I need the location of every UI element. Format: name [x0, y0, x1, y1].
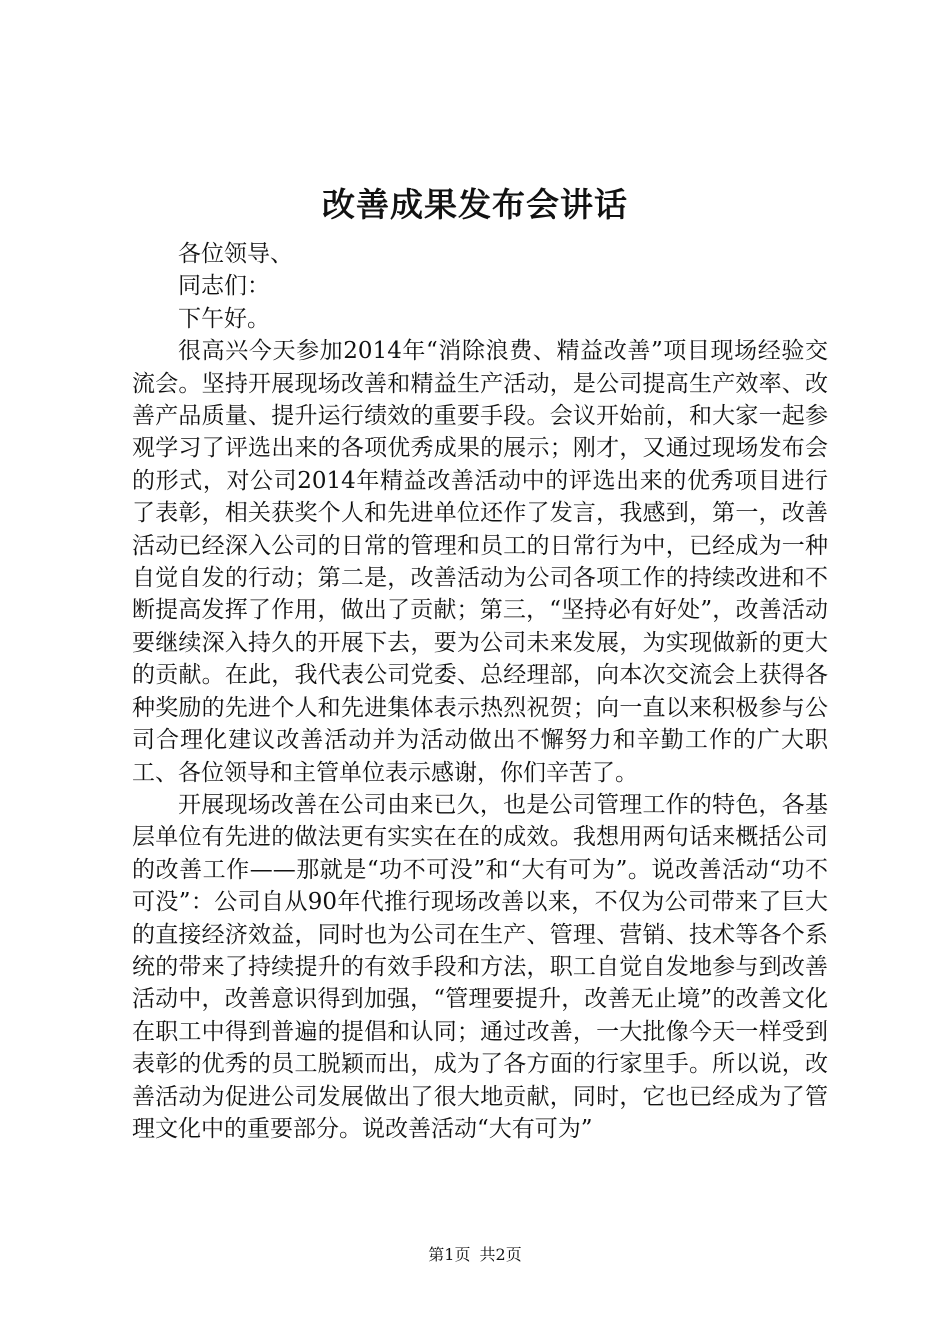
- body-paragraph: 开展现场改善在公司由来已久，也是公司管理工作的特色，各基层单位有先进的做法更有实实在在的成效。我想用两句话来概括公司的改善工作——那就是“功不可没”和“大有可为”。说改善活动“功不可没”：公司自从90年代推行现场改善以来，不仅为公司带来了巨大的直接经济效益，同时也为公司在生产、管理、营销、技术等各个系统的带来了持续提升的有效手段和方法，职工自觉自发地参与到改善活动中，改善意识得到加强，“管理要提升，改善无止境”的改善文化在职工中得到普遍的提倡和认同；通过改善，一大批像今天一样受到表彰的优秀的员工脱颖而出，成为了各方面的行家里手。所以说，改善活动为促进公司发展做出了很大地贡献，同时，它也已经成为了管理文化中的重要部分。说改善活动“大有可为”: [132, 791, 828, 1142]
- page-number-total: 共2页: [479, 1245, 522, 1264]
- page-number-current: 第1页: [428, 1245, 471, 1264]
- salutation-comrades: 同志们：: [178, 273, 270, 300]
- document-title: 改善成果发布会讲话: [322, 185, 628, 224]
- salutation-leaders: 各位领导、: [178, 241, 293, 267]
- page-footer: [0, 1244, 950, 1266]
- document-body: [132, 238, 828, 1145]
- body-paragraph: 很高兴今天参加2014年“消除浪费、精益改善”项目现场经验交流会。坚持开展现场改善和精益生产活动，是公司提高生产效率、改善产品质量、提升运行绩效的重要手段。会议开始前，和大家一起参观学习了评选出来的各项优秀成果的展示；刚才，又通过现场发布会的形式，对公司2014年精益改善活动中的评选出来的优秀项目进行了表彰，相关获奖个人和先进单位还作了发言，我感到，第一，改善活动已经深入公司的日常的管理和员工的日常行为中，已经成为一种自觉自发的行动；第二是，改善活动为公司各项工作的持续改进和不断提高发挥了作用，做出了贡献；第三，“坚持必有好处”，改善活动要继续深入持久的开展下去，要为公司未来发展，为实现做新的更大的贡献。在此，我代表公司党委、总经理部，向本次交流会上获得各种奖励的先进个人和先进集体表示热烈祝贺；向一直以来积极参与公司合理化建议改善活动并为活动做出不懈努力和辛勤工作的广大职工、各位领导和主管单位表示感谢，你们辛苦了。: [132, 338, 828, 786]
- greeting: 下午好。: [178, 305, 270, 332]
